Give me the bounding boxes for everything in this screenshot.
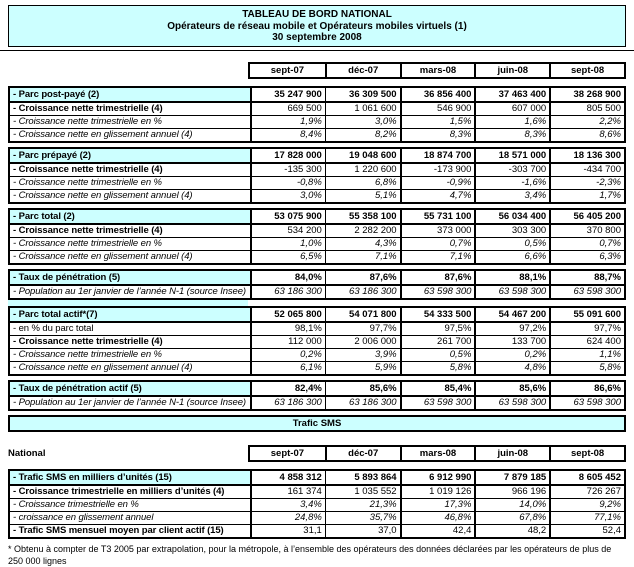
value-cell: 805 500 — [549, 103, 624, 115]
value-cell: 55 091 600 — [549, 308, 624, 321]
table-row — [10, 361, 624, 374]
value-cell: -173 900 — [400, 164, 475, 176]
value-cell: 52 065 800 — [250, 308, 325, 321]
value-cell: 14,0% — [474, 499, 549, 511]
value-cell: 63 598 300 — [474, 397, 549, 409]
value-cell: 8,4% — [250, 129, 325, 141]
row-label: - en % du parc total — [13, 322, 94, 334]
value-cell: 624 400 — [549, 336, 624, 348]
value-cell: 534 200 — [250, 225, 325, 237]
row-label: - Parc total (2) — [10, 210, 250, 223]
value-cell: 5,8% — [549, 362, 624, 374]
value-cell: 86,6% — [549, 382, 624, 395]
value-cell: 17 828 000 — [250, 149, 325, 162]
value-cell: 0,5% — [400, 349, 475, 361]
main-table — [8, 86, 626, 411]
value-cell: 63 186 300 — [250, 286, 325, 298]
table-row — [10, 164, 624, 176]
column-header-sept-08: sept-08 — [549, 64, 624, 77]
column-header-juin-08: juin-08 — [474, 64, 549, 77]
value-cell: 1,6% — [474, 116, 549, 128]
table-row — [10, 271, 624, 286]
row-label: - Trafic SMS mensuel moyen par client actif (15) — [13, 524, 224, 536]
value-cell: 546 900 — [400, 103, 475, 115]
value-cell: 84,0% — [250, 271, 325, 284]
table-row — [10, 149, 624, 164]
value-cell: 63 598 300 — [474, 286, 549, 298]
value-cell: -0,8% — [250, 177, 325, 189]
value-cell: 5,1% — [325, 190, 400, 202]
table-row — [10, 250, 624, 263]
column-header-sept-07: sept-07 — [270, 447, 305, 459]
value-cell: 31,1 — [250, 525, 325, 537]
value-cell: 53 075 900 — [250, 210, 325, 223]
value-cell: 607 000 — [474, 103, 549, 115]
value-cell: 88,1% — [474, 271, 549, 284]
value-cell: 38 268 900 — [549, 88, 624, 101]
value-cell: 133 700 — [474, 336, 549, 348]
block-parc-total-actif — [8, 306, 626, 376]
value-cell: 1,0% — [250, 238, 325, 250]
value-cell: 5,9% — [325, 362, 400, 374]
table-row — [10, 382, 624, 397]
row-label: - Parc prépayé (2) — [10, 149, 250, 162]
table-row — [10, 323, 624, 335]
table-row — [10, 308, 624, 323]
value-cell: 56 405 200 — [549, 210, 624, 223]
block-parc-prepaye — [8, 147, 626, 204]
value-cell: 2 282 200 — [325, 225, 400, 237]
value-cell: 7,1% — [400, 251, 475, 263]
row-label: - Croissance nette trimestrielle en % — [13, 237, 162, 249]
value-cell: 1 019 126 — [400, 486, 475, 498]
value-cell: 669 500 — [250, 103, 325, 115]
footnote: * Obtenu à compter de T3 2005 par extrapolation, pour la métropole, à l’ensemble des opérateurs des données déclarées par les opérateurs de plus de 250 000 lignes — [8, 543, 612, 566]
table-row — [10, 88, 624, 103]
value-cell: 1,7% — [549, 190, 624, 202]
block-parc-post-paye — [8, 86, 626, 143]
value-cell: 7,1% — [325, 251, 400, 263]
row-label: - Croissance nette en glissement annuel (4) — [13, 361, 193, 373]
row-label: - Croissance nette en glissement annuel (4) — [13, 250, 193, 262]
value-cell: -135 300 — [250, 164, 325, 176]
value-cell: 3,0% — [325, 116, 400, 128]
value-cell: 35 247 900 — [250, 88, 325, 101]
value-cell: 18 874 700 — [400, 149, 475, 162]
value-cell: 3,9% — [325, 349, 400, 361]
table-row — [10, 176, 624, 189]
value-cell: 63 186 300 — [325, 397, 400, 409]
row-label: - croissance en glissement annuel — [13, 511, 154, 523]
value-cell: 88,7% — [549, 271, 624, 284]
value-cell: 55 358 100 — [325, 210, 400, 223]
row-label: - Croissance nette en glissement annuel (4) — [13, 128, 193, 140]
value-cell: 67,8% — [474, 512, 549, 524]
value-cell: 36 856 400 — [400, 88, 475, 101]
value-cell: 52,4 — [549, 525, 624, 537]
value-cell: 6 912 990 — [400, 471, 475, 484]
value-cell: 5 893 864 — [325, 471, 400, 484]
value-cell: 1 035 552 — [325, 486, 400, 498]
value-cell: 4,8% — [474, 362, 549, 374]
block-taux-de-penetration — [8, 269, 626, 300]
value-cell: 87,6% — [400, 271, 475, 284]
value-cell: 261 700 — [400, 336, 475, 348]
table-row — [10, 397, 624, 409]
value-cell: 63 598 300 — [400, 397, 475, 409]
value-cell: 8,6% — [549, 129, 624, 141]
table-row — [10, 524, 624, 537]
column-header-déc-07: déc-07 — [325, 447, 400, 460]
sms-table — [8, 469, 626, 539]
column-header-juin-08: juin-08 — [474, 447, 549, 460]
value-cell: 97,2% — [474, 323, 549, 335]
value-cell: 97,5% — [400, 323, 475, 335]
value-cell: 85,6% — [474, 382, 549, 395]
value-cell: 6,6% — [474, 251, 549, 263]
row-label: - Croissance nette trimestrielle (4) — [13, 163, 163, 175]
value-cell: 5,8% — [400, 362, 475, 374]
value-cell: 97,7% — [549, 323, 624, 335]
value-cell: 17,3% — [400, 499, 475, 511]
title-band — [8, 5, 626, 47]
value-cell: 82,4% — [250, 382, 325, 395]
row-label: - Taux de pénétration (5) — [10, 271, 250, 284]
value-cell: 9,2% — [549, 499, 624, 511]
value-cell: 37 463 400 — [474, 88, 549, 101]
value-cell: 8,2% — [325, 129, 400, 141]
row-label: - Trafic SMS en milliers d’unités (15) — [10, 471, 250, 484]
value-cell: -434 700 — [549, 164, 624, 176]
value-cell: 63 598 300 — [549, 286, 624, 298]
value-cell: 161 374 — [250, 486, 325, 498]
value-cell: 7 879 185 — [474, 471, 549, 484]
value-cell: 3,4% — [250, 499, 325, 511]
sms-band — [8, 415, 626, 432]
table-row — [10, 486, 624, 498]
row-label: - Croissance nette trimestrielle en % — [13, 348, 162, 360]
value-cell: 4,3% — [325, 238, 400, 250]
column-header-mars-08: mars-08 — [400, 447, 475, 460]
value-cell: 6,3% — [549, 251, 624, 263]
table-row — [10, 237, 624, 250]
block-trafic-sms — [8, 469, 626, 539]
value-cell: 4 858 312 — [250, 471, 325, 484]
row-label: - Croissance nette trimestrielle en % — [13, 115, 162, 127]
row-label: - Population au 1er janvier de l’année N-1 (source Insee) — [13, 396, 246, 408]
value-cell: -0,9% — [400, 177, 475, 189]
table-row — [10, 498, 624, 511]
divider — [0, 50, 634, 51]
value-cell: 36 309 500 — [325, 88, 400, 101]
value-cell: 0,2% — [474, 349, 549, 361]
value-cell: 42,4 — [400, 525, 475, 537]
value-cell: 54 467 200 — [474, 308, 549, 321]
value-cell: -1,6% — [474, 177, 549, 189]
table-row — [10, 115, 624, 128]
value-cell: 303 300 — [474, 225, 549, 237]
value-cell: 1,9% — [250, 116, 325, 128]
value-cell: 112 000 — [250, 336, 325, 348]
value-cell: 0,7% — [549, 238, 624, 250]
column-headers — [248, 62, 626, 79]
column-header-mars-08: mars-08 — [400, 64, 475, 77]
value-cell: -303 700 — [474, 164, 549, 176]
national-row — [8, 445, 626, 462]
value-cell: 18 571 000 — [474, 149, 549, 162]
value-cell: 373 000 — [400, 225, 475, 237]
value-cell: 46,8% — [400, 512, 475, 524]
row-label: - Croissance nette trimestrielle en % — [13, 176, 162, 188]
value-cell: 1 061 600 — [325, 103, 400, 115]
value-cell: 8 605 452 — [549, 471, 624, 484]
table-row — [10, 511, 624, 524]
value-cell: 0,7% — [400, 238, 475, 250]
value-cell: 6,5% — [250, 251, 325, 263]
value-cell: 77,1% — [549, 512, 624, 524]
value-cell: 370 800 — [549, 225, 624, 237]
row-label: - Parc total actif*(7) — [10, 308, 250, 321]
value-cell: 3,4% — [474, 190, 549, 202]
value-cell: 55 731 100 — [400, 210, 475, 223]
value-cell: -2,3% — [549, 177, 624, 189]
value-cell: 98,1% — [250, 323, 325, 335]
value-cell: 1,5% — [400, 116, 475, 128]
value-cell: 63 598 300 — [549, 397, 624, 409]
value-cell: 85,4% — [400, 382, 475, 395]
title-line-3: 30 septembre 2008 — [272, 32, 362, 43]
region-label: National — [8, 447, 46, 459]
value-cell: 726 267 — [549, 486, 624, 498]
value-cell: 4,7% — [400, 190, 475, 202]
value-cell: 56 034 400 — [474, 210, 549, 223]
value-cell: 63 598 300 — [400, 286, 475, 298]
block-parc-total — [8, 208, 626, 265]
row-label: - Croissance trimestrielle en % — [13, 498, 139, 510]
value-cell: 54 333 500 — [400, 308, 475, 321]
value-cell: 48,2 — [474, 525, 549, 537]
value-cell: 6,1% — [250, 362, 325, 374]
table-row — [10, 128, 624, 141]
value-cell: 18 136 300 — [549, 149, 624, 162]
value-cell: 24,8% — [250, 512, 325, 524]
table-row — [10, 348, 624, 361]
value-cell: 0,2% — [250, 349, 325, 361]
table-row — [10, 335, 624, 348]
value-cell: 19 048 600 — [325, 149, 400, 162]
block-taux-de-penetration-actif — [8, 380, 626, 411]
value-cell: 6,8% — [325, 177, 400, 189]
row-label: - Population au 1er janvier de l’année N-1 (source Insee) — [13, 285, 246, 297]
row-label: - Croissance nette trimestrielle (4) — [13, 102, 163, 114]
value-cell: 0,5% — [474, 238, 549, 250]
value-cell: 63 186 300 — [325, 286, 400, 298]
value-cell: 21,3% — [325, 499, 400, 511]
value-cell: 966 196 — [474, 486, 549, 498]
title-line-2: Opérateurs de réseau mobile et Opérateurs mobiles virtuels (1) — [167, 20, 467, 32]
value-cell: 1,1% — [549, 349, 624, 361]
column-header-sept-08: sept-08 — [549, 447, 624, 460]
value-cell: 85,6% — [325, 382, 400, 395]
sms-column-headers — [248, 445, 626, 462]
value-cell: 3,0% — [250, 190, 325, 202]
column-header-déc-07: déc-07 — [325, 64, 400, 77]
row-label: - Parc post-payé (2) — [10, 88, 250, 101]
value-cell: 8,3% — [474, 129, 549, 141]
sms-band-title: Trafic SMS — [292, 417, 342, 429]
row-label: - Taux de pénétration actif (5) — [10, 382, 250, 395]
table-row — [10, 286, 624, 298]
value-cell: 97,7% — [325, 323, 400, 335]
value-cell: 63 186 300 — [250, 397, 325, 409]
value-cell: 54 071 800 — [325, 308, 400, 321]
row-label: - Croissance nette en glissement annuel (4) — [13, 189, 193, 201]
value-cell: 8,3% — [400, 129, 475, 141]
title-line-1: TABLEAU DE BORD NATIONAL — [242, 9, 392, 20]
value-cell: 37,0 — [325, 525, 400, 537]
table-row — [10, 471, 624, 486]
row-label: - Croissance nette trimestrielle (4) — [13, 335, 163, 347]
table-row — [10, 189, 624, 202]
row-label: - Croissance trimestrielle en milliers d’unités (4) — [13, 485, 225, 497]
column-header-sept-07: sept-07 — [270, 64, 305, 76]
table-row — [10, 225, 624, 237]
value-cell: 35,7% — [325, 512, 400, 524]
value-cell: 2,2% — [549, 116, 624, 128]
value-cell: 2 006 000 — [325, 336, 400, 348]
table-row — [10, 103, 624, 115]
value-cell: 1 220 600 — [325, 164, 400, 176]
row-label: - Croissance nette trimestrielle (4) — [13, 224, 163, 236]
value-cell: 87,6% — [325, 271, 400, 284]
table-row — [10, 210, 624, 225]
